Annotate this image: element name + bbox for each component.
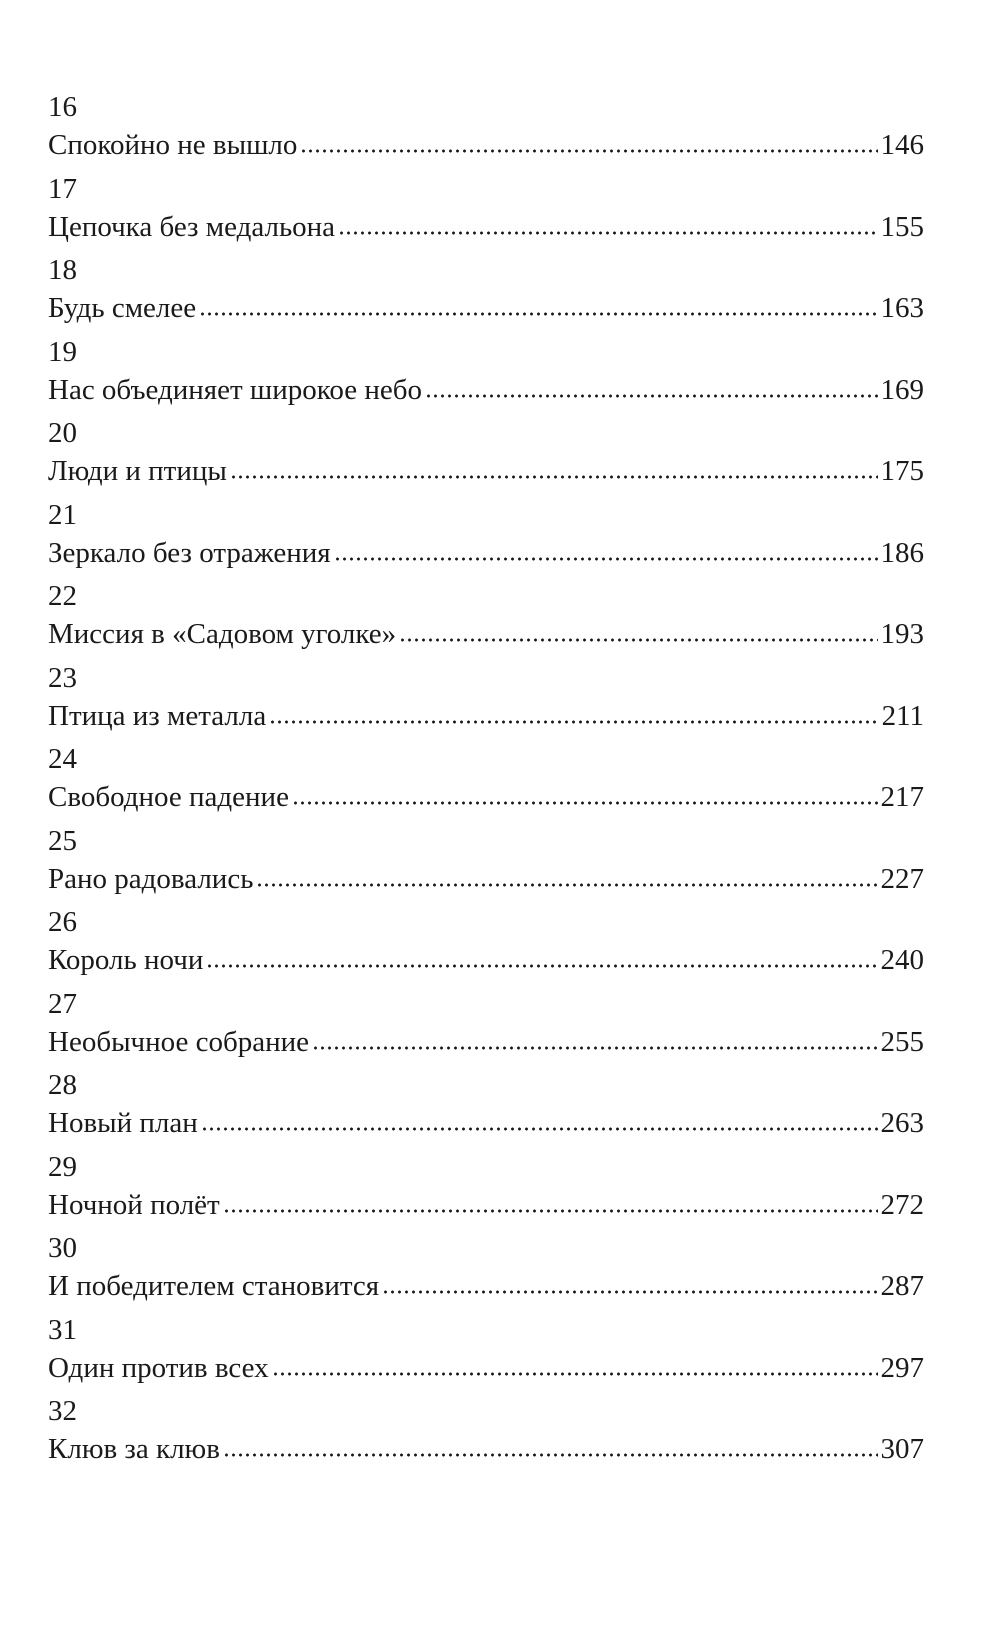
dot-leader (292, 801, 878, 805)
chapter-number: 31 (48, 1313, 77, 1346)
chapter-line[interactable] (48, 941, 924, 979)
chapter-title: Спокойно не вышло (48, 129, 298, 161)
dot-leader (206, 964, 877, 968)
chapter-line[interactable] (48, 1104, 924, 1142)
page-number: 272 (880, 1188, 924, 1221)
chapter-title: Птица из металла (48, 699, 267, 732)
dot-leader (199, 312, 877, 316)
chapter-number: 24 (48, 743, 77, 775)
chapter-title: Свободное падение (48, 781, 289, 813)
chapter-line[interactable] (48, 1186, 924, 1224)
chapter-title: Ночной полёт (48, 1188, 220, 1221)
dot-leader (334, 557, 878, 561)
chapter-line[interactable] (48, 860, 924, 898)
table-of-contents (48, 88, 924, 1474)
chapter-title: Цепочка без медальона (48, 210, 336, 243)
chapter-number: 20 (48, 417, 77, 449)
chapter-title: Новый план (48, 1107, 198, 1139)
page-number: 163 (880, 292, 924, 324)
chapter-line[interactable] (48, 1023, 924, 1061)
page-number: 193 (880, 618, 924, 650)
page-number: 155 (880, 210, 924, 243)
chapter-line[interactable] (48, 534, 924, 572)
chapter-title: Нас объединяет широкое небо (48, 373, 422, 406)
toc-entry-24 (48, 740, 924, 822)
chapter-title: Рано радовались (48, 862, 254, 895)
toc-entry-22 (48, 577, 924, 659)
page-number: 297 (880, 1351, 924, 1384)
dot-leader (230, 475, 878, 479)
chapter-line[interactable] (48, 615, 924, 653)
page-number: 255 (880, 1025, 924, 1058)
page-number: 146 (880, 129, 924, 161)
chapter-title: Клюв за клюв (48, 1433, 220, 1465)
toc-entry-29 (48, 1148, 924, 1230)
chapter-number: 18 (48, 254, 77, 286)
page-number: 263 (880, 1107, 924, 1139)
toc-entry-17 (48, 170, 924, 252)
chapter-number: 16 (48, 91, 77, 123)
chapter-line[interactable] (48, 452, 924, 490)
chapter-number: 25 (48, 824, 77, 857)
page-number: 217 (880, 781, 924, 813)
page-number: 175 (880, 455, 924, 487)
chapter-number: 32 (48, 1395, 77, 1427)
chapter-number: 19 (48, 335, 77, 368)
chapter-title: Будь смелее (48, 292, 197, 324)
dot-leader (399, 638, 877, 642)
chapter-line[interactable] (48, 1267, 924, 1305)
page-number: 227 (880, 862, 924, 895)
chapter-title: Люди и птицы (48, 455, 227, 487)
page-number: 186 (880, 536, 924, 569)
toc-entry-30 (48, 1229, 924, 1311)
page-number: 211 (881, 699, 924, 732)
chapter-line[interactable] (48, 289, 924, 327)
chapter-title: Миссия в «Садовом уголке» (48, 618, 397, 650)
chapter-title: Необычное собрание (48, 1025, 310, 1058)
toc-entry-19 (48, 333, 924, 415)
chapter-number: 17 (48, 172, 77, 205)
chapter-number: 28 (48, 1069, 77, 1101)
chapter-number: 30 (48, 1232, 77, 1264)
chapter-number: 22 (48, 580, 77, 612)
toc-entry-21 (48, 496, 924, 578)
dot-leader (269, 720, 878, 724)
dot-leader (201, 1127, 878, 1131)
toc-entry-20 (48, 414, 924, 496)
toc-entry-18 (48, 251, 924, 333)
page-number: 240 (880, 944, 924, 976)
dot-leader (300, 149, 877, 153)
chapter-number: 27 (48, 987, 77, 1020)
page-number: 169 (880, 373, 924, 406)
chapter-title: Король ночи (48, 944, 204, 976)
dot-leader (223, 1453, 878, 1457)
chapter-number: 21 (48, 498, 77, 531)
toc-entry-23 (48, 659, 924, 741)
dot-leader (256, 883, 877, 887)
toc-entry-27 (48, 985, 924, 1067)
toc-entry-16 (48, 88, 924, 170)
dot-leader (223, 1209, 878, 1213)
chapter-number: 26 (48, 906, 77, 938)
dot-leader (338, 231, 877, 235)
chapter-line[interactable] (48, 1349, 924, 1387)
dot-leader (272, 1372, 878, 1376)
chapter-line[interactable] (48, 371, 924, 409)
chapter-title: И победителем становится (48, 1270, 380, 1302)
chapter-line[interactable] (48, 126, 924, 164)
chapter-title: Один против всех (48, 1351, 269, 1384)
page-number: 307 (880, 1433, 924, 1465)
chapter-line[interactable] (48, 778, 924, 816)
toc-entry-25 (48, 822, 924, 904)
toc-entry-28 (48, 1066, 924, 1148)
chapter-number: 23 (48, 661, 77, 694)
chapter-number: 29 (48, 1150, 77, 1183)
dot-leader (382, 1290, 877, 1294)
dot-leader (312, 1046, 877, 1050)
chapter-line[interactable] (48, 1430, 924, 1468)
chapter-line[interactable] (48, 697, 924, 735)
page-number: 287 (880, 1270, 924, 1302)
toc-entry-32 (48, 1392, 924, 1474)
dot-leader (425, 394, 878, 398)
toc-entry-31 (48, 1311, 924, 1393)
chapter-title: Зеркало без отражения (48, 536, 331, 569)
toc-entry-26 (48, 903, 924, 985)
chapter-line[interactable] (48, 208, 924, 246)
